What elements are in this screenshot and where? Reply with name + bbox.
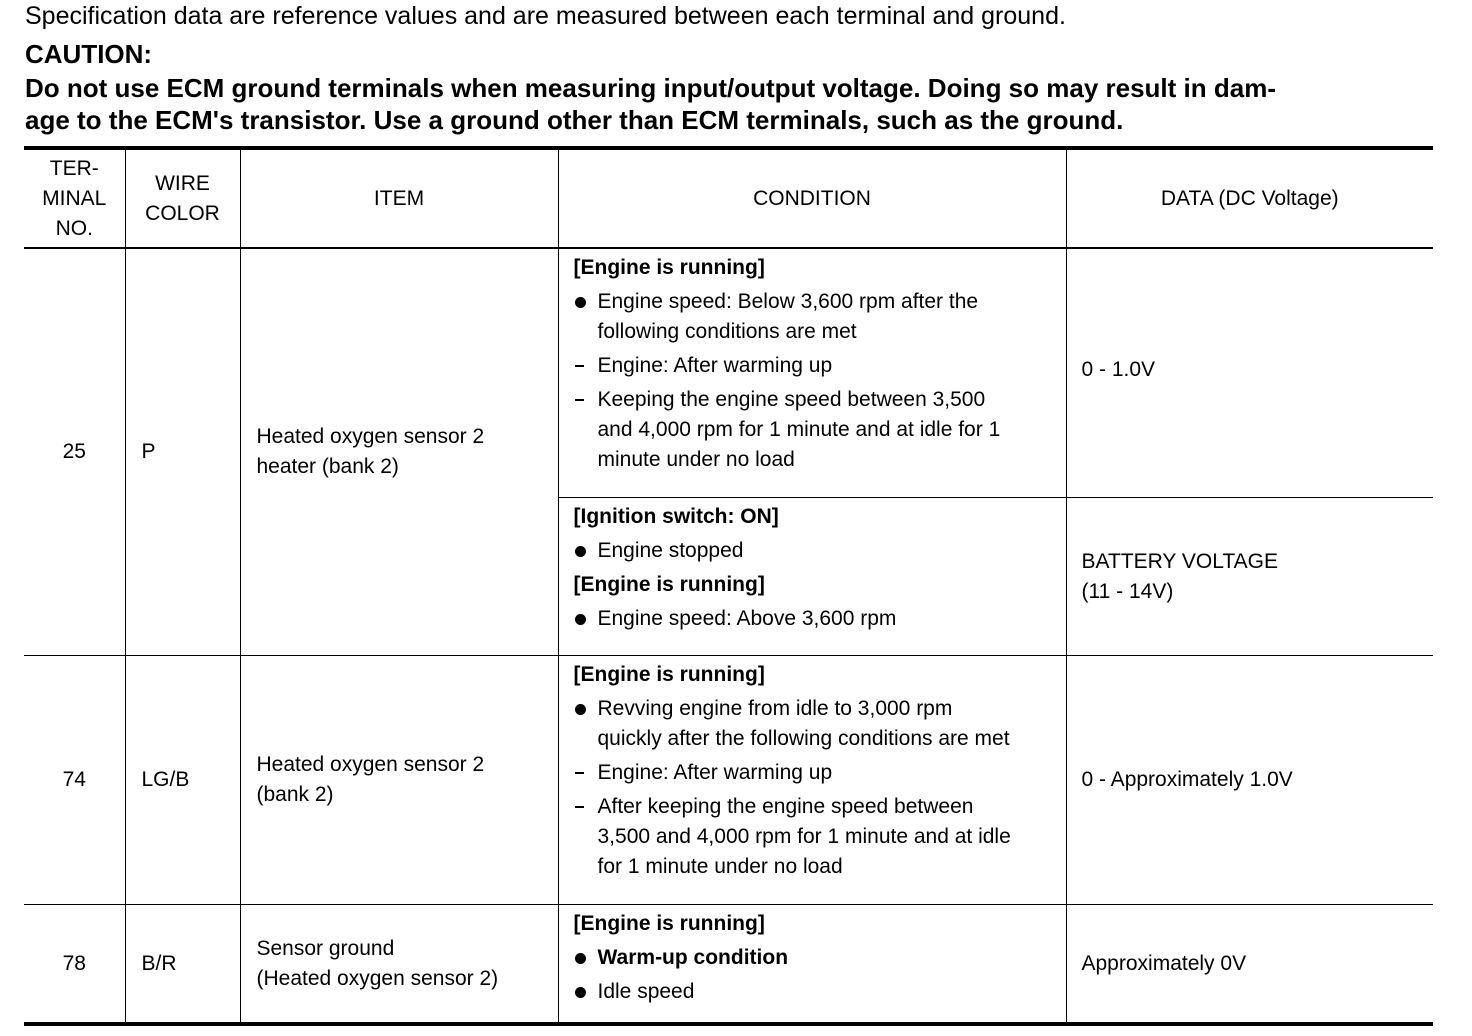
dash-icon	[575, 806, 584, 808]
wire-color: B/R	[125, 905, 240, 1025]
condition-heading: [Engine is running]	[573, 573, 765, 596]
dash-icon	[575, 399, 584, 401]
header-data: DATA (DC Voltage)	[1066, 148, 1433, 248]
item: Heated oxygen sensor 2 heater (bank 2)	[240, 248, 558, 656]
list-item: Engine stopped	[574, 536, 1060, 566]
list-item: Engine: After warming up	[574, 758, 1060, 788]
bullet-dot-icon	[575, 704, 586, 715]
terminal-no: 25	[24, 248, 125, 656]
bullet-dot-icon	[575, 297, 586, 308]
intro-text: Specification data are reference values and are measured between each terminal and ground.	[25, 2, 1066, 30]
list-item: Idle speed	[574, 977, 1060, 1007]
terminal-no: 74	[24, 656, 125, 905]
dash-icon	[575, 365, 584, 367]
bullet-dot-icon	[575, 546, 586, 557]
table-row	[24, 905, 1433, 1025]
caution-line: Do not use ECM ground terminals when measuring input/output voltage. Doing so may result in dam-	[25, 73, 1276, 103]
data-value: BATTERY VOLTAGE (11 - 14V)	[1066, 498, 1433, 656]
table-header-row	[24, 148, 1433, 248]
dash-icon	[575, 772, 584, 774]
condition	[558, 905, 1066, 1025]
table-row	[24, 248, 1433, 498]
item: Heated oxygen sensor 2 (bank 2)	[240, 656, 558, 905]
wire-color: P	[125, 248, 240, 656]
item: Sensor ground (Heated oxygen sensor 2)	[240, 905, 558, 1025]
caution-text	[25, 72, 1435, 136]
list-item: After keeping the engine speed between 3,500 and 4,000 rpm for 1 minute and at idle for 1 minute under no load	[574, 792, 1060, 882]
table-row	[24, 656, 1433, 905]
list-item: Engine speed: Above 3,600 rpm	[574, 604, 1060, 634]
condition-heading: [Engine is running]	[573, 912, 765, 935]
bullet-dot-icon	[575, 987, 586, 998]
condition-heading: [Engine is running]	[573, 663, 765, 686]
condition	[558, 656, 1066, 905]
caution-line: age to the ECM's transistor. Use a ground other than ECM terminals, such as the ground.	[25, 105, 1124, 135]
terminal-spec-table	[24, 146, 1433, 1026]
condition	[558, 498, 1066, 656]
header-wire-color: WIRE COLOR	[125, 148, 240, 248]
list-item: Keeping the engine speed between 3,500 and 4,000 rpm for 1 minute and at idle for 1 minute under no load	[574, 385, 1060, 475]
condition-heading: [Ignition switch: ON]	[573, 505, 779, 528]
data-value: 0 - 1.0V	[1066, 248, 1433, 498]
list-item: Engine: After warming up	[574, 351, 1060, 381]
wire-color: LG/B	[125, 656, 240, 905]
header-condition: CONDITION	[558, 148, 1066, 248]
header-item: ITEM	[240, 148, 558, 248]
list-item: Engine speed: Below 3,600 rpm after the following conditions are met	[574, 287, 1060, 347]
condition-heading: [Engine is running]	[573, 256, 765, 279]
list-item: Warm-up condition	[574, 943, 1060, 973]
caution-title: CAUTION:	[25, 39, 153, 69]
data-value: 0 - Approximately 1.0V	[1066, 656, 1433, 905]
bullet-dot-icon	[575, 614, 586, 625]
data-value: Approximately 0V	[1066, 905, 1433, 1025]
terminal-no: 78	[24, 905, 125, 1025]
list-item: Revving engine from idle to 3,000 rpm quickly after the following conditions are met	[574, 694, 1060, 754]
condition	[558, 248, 1066, 498]
header-terminal-no: TER- MINAL NO.	[24, 148, 125, 248]
bullet-dot-icon	[575, 953, 586, 964]
